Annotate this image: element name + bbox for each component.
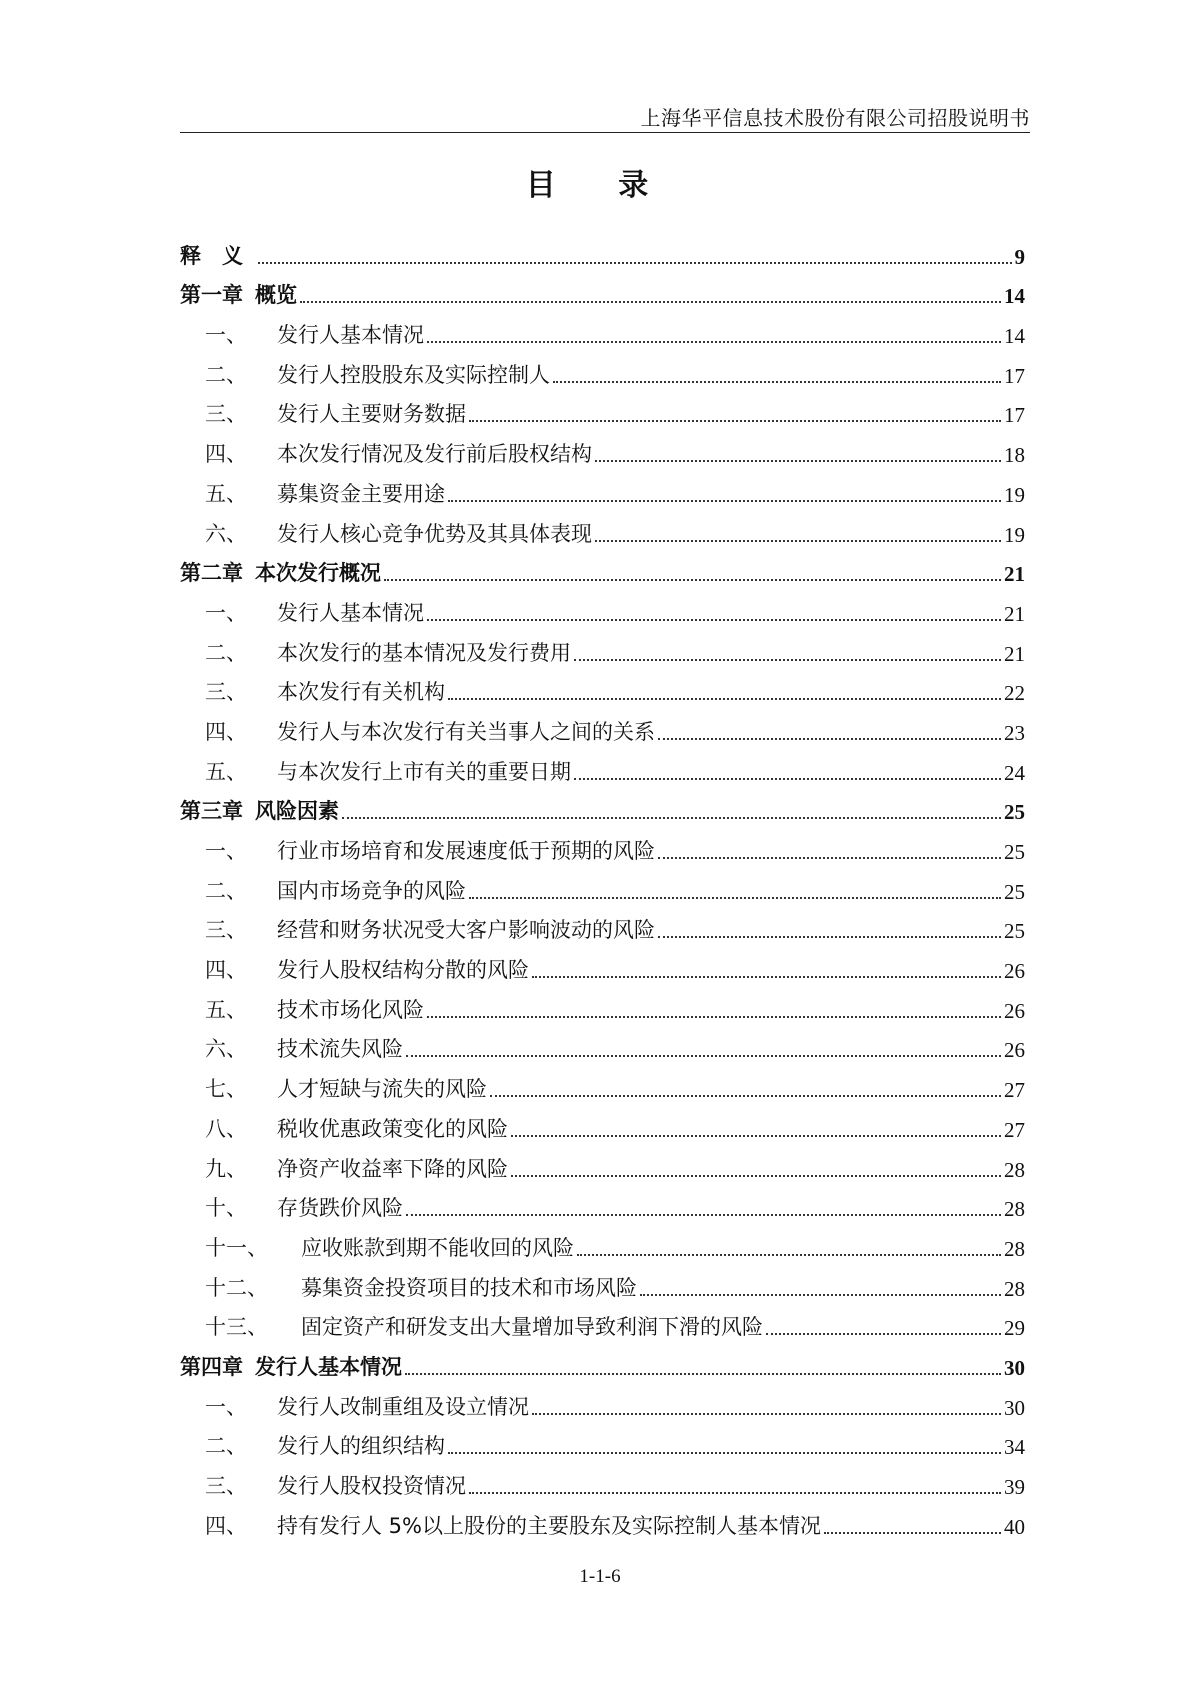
toc-section-entry[interactable] (180, 1302, 1025, 1342)
toc-section-entry[interactable] (180, 825, 1025, 865)
toc-leader-dots (469, 420, 1001, 422)
toc-leader-dots (427, 341, 1001, 343)
toc-leader-dots (824, 1532, 1001, 1534)
toc-entry-number: 七、 (205, 1077, 247, 1102)
toc-section-entry[interactable] (180, 905, 1025, 945)
toc-entry-label: 发行人股权结构分散的风险 (277, 958, 529, 983)
toc-entry-label: 持有发行人 5%以上股份的主要股东及实际控制人基本情况 (277, 1513, 821, 1538)
toc-entry-number: 四、 (205, 719, 247, 744)
toc-entry-page: 25 (1004, 840, 1025, 864)
toc-leader-dots (384, 579, 1001, 581)
toc-leader-dots (577, 1254, 1001, 1256)
toc-leader-dots (300, 301, 1001, 303)
toc-entry-label: 本次发行有关机构 (277, 680, 445, 705)
toc-section-entry[interactable] (180, 1262, 1025, 1302)
toc-entry-page: 40 (1004, 1514, 1025, 1539)
toc-entry-number: 六、 (205, 1037, 247, 1062)
toc-leader-dots (258, 262, 1012, 264)
toc-entry-number: 四、 (205, 442, 247, 467)
toc-entry-number: 一、 (205, 323, 247, 348)
toc-entry-number: 释 义 (180, 243, 243, 268)
toc-entry-number: 八、 (205, 1116, 247, 1141)
toc-chapter-entry[interactable] (180, 230, 1025, 270)
toc-entry-label: 本次发行情况及发行前后股权结构 (277, 442, 592, 467)
toc-leader-dots (511, 1175, 1001, 1177)
toc-entry-label: 国内市场竞争的风险 (277, 878, 466, 903)
toc-entry-number: 四、 (205, 1513, 247, 1538)
toc-entry-label: 固定资产和研发支出大量增加导致利润下滑的风险 (301, 1315, 763, 1340)
toc-entry-number: 一、 (205, 600, 247, 625)
toc-section-entry[interactable] (180, 309, 1025, 349)
toc-entry-page: 28 (1004, 1276, 1025, 1301)
toc-entry-number: 六、 (205, 521, 247, 546)
toc-leader-dots (658, 738, 1001, 740)
toc-leader-dots (532, 976, 1001, 978)
toc-section-entry[interactable] (180, 1024, 1025, 1064)
toc-chapter-entry[interactable] (180, 1341, 1025, 1381)
toc-section-entry[interactable] (180, 746, 1025, 786)
toc-section-entry[interactable] (180, 1222, 1025, 1262)
toc-section-entry[interactable] (180, 1460, 1025, 1500)
toc-entry-page: 25 (1004, 800, 1025, 825)
toc-entry-label: 人才短缺与流失的风险 (277, 1077, 487, 1102)
toc-entry-page: 30 (1004, 1395, 1025, 1420)
toc-entry-label: 募集资金主要用途 (277, 481, 445, 506)
toc-entry-label: 与本次发行上市有关的重要日期 (277, 759, 571, 784)
toc-entry-number: 二、 (205, 1434, 247, 1459)
toc-section-entry[interactable] (180, 1063, 1025, 1103)
toc-entry-label: 存货跌价风险 (277, 1196, 403, 1221)
toc-section-entry[interactable] (180, 1421, 1025, 1461)
toc-entry-number: 十、 (205, 1196, 247, 1221)
toc-section-entry[interactable] (180, 865, 1025, 905)
toc-leader-dots (574, 659, 1001, 661)
toc-section-entry[interactable] (180, 508, 1025, 548)
toc-section-entry[interactable] (180, 468, 1025, 508)
toc-leader-dots (427, 1016, 1001, 1018)
toc-leader-dots (640, 1294, 1001, 1296)
toc-entry-number: 二、 (205, 640, 247, 665)
toc-entry-label: 税收优惠政策变化的风险 (277, 1116, 508, 1141)
toc-entry-label: 发行人基本情况 (277, 600, 424, 625)
toc-chapter-entry[interactable] (180, 786, 1025, 826)
toc-entry-page: 19 (1004, 482, 1025, 507)
toc-entry-label: 风险因素 (255, 799, 339, 824)
toc-entry-page: 19 (1004, 522, 1025, 547)
toc-entry-page: 39 (1004, 1475, 1025, 1499)
toc-leader-dots (405, 1373, 1001, 1375)
toc-entry-number: 三、 (205, 402, 247, 427)
toc-leader-dots (553, 381, 1001, 383)
toc-entry-page: 28 (1004, 1236, 1025, 1261)
toc-entry-page: 25 (1004, 879, 1025, 904)
toc-section-entry[interactable] (180, 1500, 1025, 1540)
toc-entry-number: 十二、 (205, 1275, 268, 1300)
table-of-contents (180, 230, 1025, 1540)
toc-entry-page: 28 (1004, 1157, 1025, 1182)
toc-section-entry[interactable] (180, 389, 1025, 429)
toc-entry-number: 一、 (205, 839, 247, 863)
toc-entry-number: 第四章 (180, 1354, 243, 1379)
toc-section-entry[interactable] (180, 428, 1025, 468)
toc-entry-page: 21 (1004, 601, 1025, 626)
toc-entry-number: 第一章 (180, 283, 243, 308)
toc-leader-dots (448, 1452, 1001, 1454)
toc-leader-dots (532, 1413, 1001, 1415)
toc-section-entry[interactable] (180, 627, 1025, 667)
toc-entry-label: 发行人改制重组及设立情况 (277, 1394, 529, 1419)
toc-leader-dots (511, 1135, 1001, 1137)
toc-leader-dots (595, 460, 1001, 462)
toc-entry-page: 21 (1004, 562, 1025, 587)
toc-entry-number: 三、 (205, 918, 247, 943)
toc-section-entry[interactable] (180, 944, 1025, 984)
toc-leader-dots (574, 778, 1001, 780)
toc-leader-dots (427, 619, 1001, 621)
toc-entry-label: 募集资金投资项目的技术和市场风险 (301, 1275, 637, 1300)
toc-leader-dots (469, 897, 1001, 899)
toc-section-entry[interactable] (180, 1103, 1025, 1143)
toc-entry-label: 发行人主要财务数据 (277, 402, 466, 427)
toc-section-entry[interactable] (180, 349, 1025, 389)
toc-entry-number: 四、 (205, 958, 247, 983)
toc-entry-label: 概览 (255, 283, 297, 308)
toc-entry-label: 技术流失风险 (277, 1037, 403, 1062)
toc-entry-page: 28 (1004, 1197, 1025, 1222)
toc-entry-page: 34 (1004, 1435, 1025, 1460)
toc-entry-page: 9 (1014, 244, 1025, 269)
toc-entry-number: 九、 (205, 1156, 247, 1181)
toc-entry-number: 二、 (205, 362, 247, 387)
toc-entry-page: 22 (1004, 681, 1025, 706)
toc-leader-dots (595, 540, 1001, 542)
toc-entry-page: 26 (1004, 998, 1025, 1023)
toc-leader-dots (406, 1214, 1001, 1216)
toc-section-entry[interactable] (180, 667, 1025, 707)
toc-leader-dots (406, 1055, 1001, 1057)
toc-section-entry[interactable] (180, 587, 1025, 627)
toc-entry-number: 第二章 (180, 561, 243, 586)
toc-chapter-entry[interactable] (180, 270, 1025, 310)
toc-entry-label: 发行人基本情况 (277, 323, 424, 348)
toc-section-entry[interactable] (180, 1143, 1025, 1183)
toc-section-entry[interactable] (180, 1381, 1025, 1421)
toc-entry-number: 十三、 (205, 1315, 268, 1340)
toc-entry-number: 第三章 (180, 799, 243, 824)
page-header (180, 102, 1030, 133)
page-number: 1-1-6 (579, 1566, 621, 1587)
toc-entry-label: 发行人核心竞争优势及其具体表现 (277, 521, 592, 546)
toc-chapter-entry[interactable] (180, 548, 1025, 588)
toc-entry-page: 24 (1004, 760, 1025, 785)
toc-entry-number: 三、 (205, 1474, 247, 1498)
toc-entry-label: 发行人的组织结构 (277, 1434, 445, 1459)
toc-leader-dots (766, 1333, 1001, 1335)
toc-leader-dots (490, 1095, 1001, 1097)
toc-entry-label: 发行人股权投资情况 (277, 1474, 466, 1498)
toc-entry-label: 发行人基本情况 (255, 1354, 402, 1379)
toc-section-entry[interactable] (180, 984, 1025, 1024)
toc-entry-label: 本次发行概况 (255, 561, 381, 586)
toc-section-entry[interactable] (180, 706, 1025, 746)
toc-entry-page: 18 (1004, 443, 1025, 468)
toc-entry-label: 技术市场化风险 (277, 997, 424, 1022)
toc-entry-label: 净资产收益率下降的风险 (277, 1156, 508, 1181)
toc-entry-page: 26 (1004, 959, 1025, 984)
toc-entry-page: 29 (1004, 1316, 1025, 1341)
document-title: 上海华平信息技术股份有限公司招股说明书 (640, 106, 1030, 130)
toc-entry-number: 一、 (205, 1394, 247, 1419)
toc-entry-page: 27 (1004, 1078, 1025, 1103)
toc-leader-dots (658, 857, 1001, 859)
toc-entry-page: 17 (1004, 403, 1025, 428)
toc-entry-page: 25 (1004, 919, 1025, 944)
toc-entry-number: 十一、 (205, 1235, 268, 1260)
toc-entry-label: 应收账款到期不能收回的风险 (301, 1235, 574, 1260)
toc-entry-label: 经营和财务状况受大客户影响波动的风险 (277, 918, 655, 943)
toc-leader-dots (448, 500, 1001, 502)
toc-entry-number: 五、 (205, 759, 247, 784)
toc-entry-page: 17 (1004, 363, 1025, 388)
toc-entry-page: 26 (1004, 1038, 1025, 1063)
toc-title: 目 录 (525, 168, 675, 203)
toc-entry-label: 发行人控股股东及实际控制人 (277, 362, 550, 387)
toc-entry-page: 14 (1004, 324, 1025, 349)
toc-entry-page: 30 (1004, 1355, 1025, 1380)
toc-entry-label: 本次发行的基本情况及发行费用 (277, 640, 571, 665)
toc-section-entry[interactable] (180, 1183, 1025, 1223)
toc-entry-page: 14 (1004, 284, 1025, 309)
toc-entry-page: 27 (1004, 1117, 1025, 1142)
toc-entry-label: 行业市场培育和发展速度低于预期的风险 (277, 839, 655, 863)
toc-leader-dots (342, 817, 1001, 819)
toc-entry-page: 21 (1004, 641, 1025, 666)
toc-entry-number: 二、 (205, 878, 247, 903)
toc-entry-number: 三、 (205, 680, 247, 705)
toc-leader-dots (469, 1492, 1001, 1494)
toc-leader-dots (448, 698, 1001, 700)
toc-entry-page: 23 (1004, 720, 1025, 745)
toc-entry-label: 发行人与本次发行有关当事人之间的关系 (277, 719, 655, 744)
toc-entry-number: 五、 (205, 997, 247, 1022)
toc-leader-dots (658, 936, 1001, 938)
toc-entry-number: 五、 (205, 481, 247, 506)
